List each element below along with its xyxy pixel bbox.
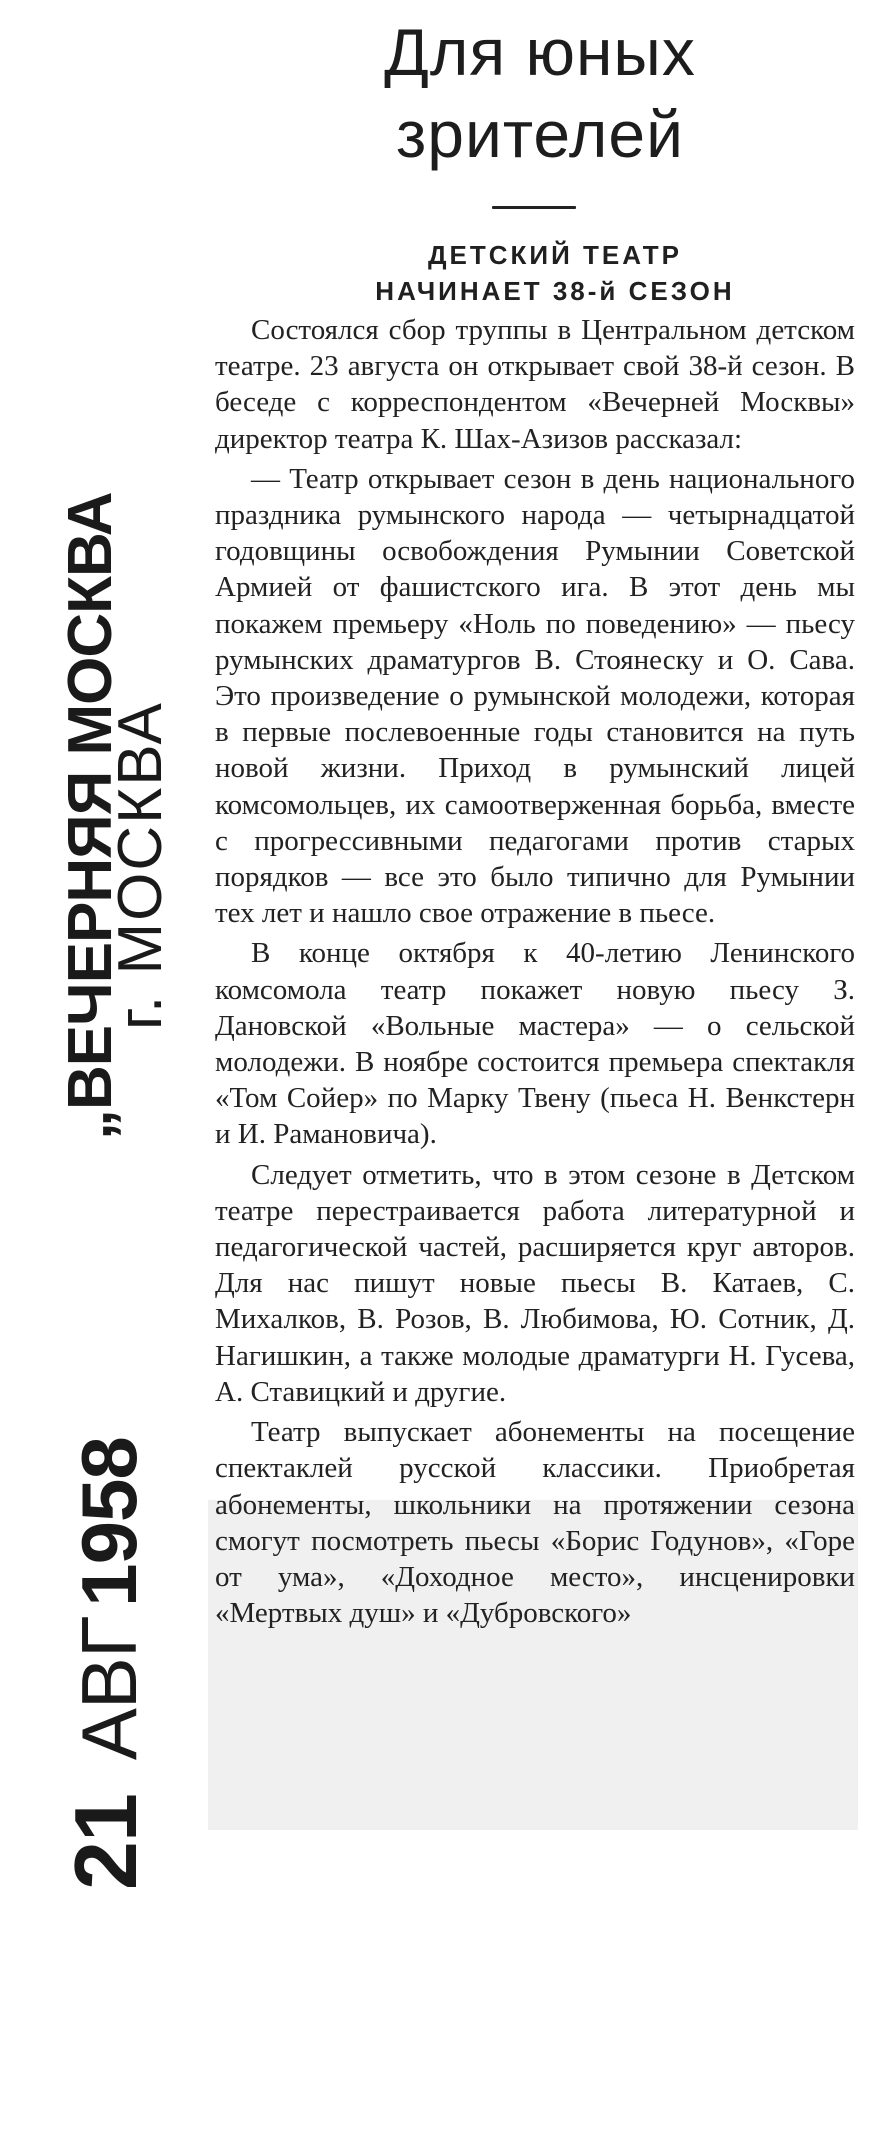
city-stamp: г. МОСКВА xyxy=(106,701,175,1030)
newspaper-name-stamp: „ВЕЧЕРНЯЯ МОСКВА xyxy=(56,492,125,1140)
article-paragraph: Следует отметить, что в этом сезоне в Детском театре перестраивается работа литературной и педагогической частей, расширяется круг авторов. Для нас пишут новые пьесы В. Катаев, С. Михалков, В. Розов, В. Любимова, Ю. Сотник, Д. Нагишкин, а также молодые драматурги Н. Гусева, А. Ставицкий и другие. xyxy=(215,1158,855,1408)
article-paragraph: — Театр открывает сезон в день национального праздника румынского народа — четырнадцатой годовщины освобождения Румынии Советской Армией от фашистского ига. В этот день мы покажем премьеру «Ноль по поведению» — пьесу румынских драматургов В. Стоянеску и О. Сава. Это произведение о румынской молодежи, которая в первые послевоенные годы становится на путь новой жизни. Приход в румынский лицей комсомольцев, их самоотверженная борьба, вместе с прогрессивными педагогами против старых порядков — все это было типично для Румынии тех лет и нашло свое отражение в пьесе. xyxy=(215,462,855,930)
article-paragraph: Состоялся сбор труппы в Центральном детском театре. 23 августа он открывает свой 38-й сезон. В беседе с корреспондентом «Вечерней Москвы» директор театра К. Шах-Азизов рассказал: xyxy=(215,314,855,455)
article-body xyxy=(215,312,855,1635)
rubric-heading-line-1: Для юных xyxy=(384,15,696,89)
article-headline-line-1: ДЕТСКИЙ ТЕАТР xyxy=(428,240,682,270)
rubric-heading-line-2: зрителей xyxy=(396,97,684,171)
date-stamp xyxy=(55,1437,157,1890)
article-headline-line-2: НАЧИНАЕТ 38-й СЕЗОН xyxy=(375,276,735,306)
article-paragraph: Театр выпускает абонементы на посещение спектаклей русской классики. Приобретая абонементы, школьники на протяжении сезона смогут посмотреть пьесы «Борис Годунов», «Горе от ума», «Доходное место», инсценировки «Мертвых душ» и «Дубровского» xyxy=(215,1416,855,1630)
date-stamp-month: АВГ xyxy=(65,1616,153,1761)
date-stamp-year: 1958 xyxy=(65,1437,153,1607)
date-stamp-day: 21 xyxy=(56,1794,155,1890)
heading-divider xyxy=(492,206,576,209)
article-paragraph: В конце октября к 40-летию Ленинского комсомола театр покажет новую пьесу З. Дановской «Вольные мастера» — о сельской молодежи. В ноябре состоится премьера спектакля «Том Сойер» по Марку Твену (пьеса Н. Венкстерн и И. Рамановича). xyxy=(215,937,855,1151)
